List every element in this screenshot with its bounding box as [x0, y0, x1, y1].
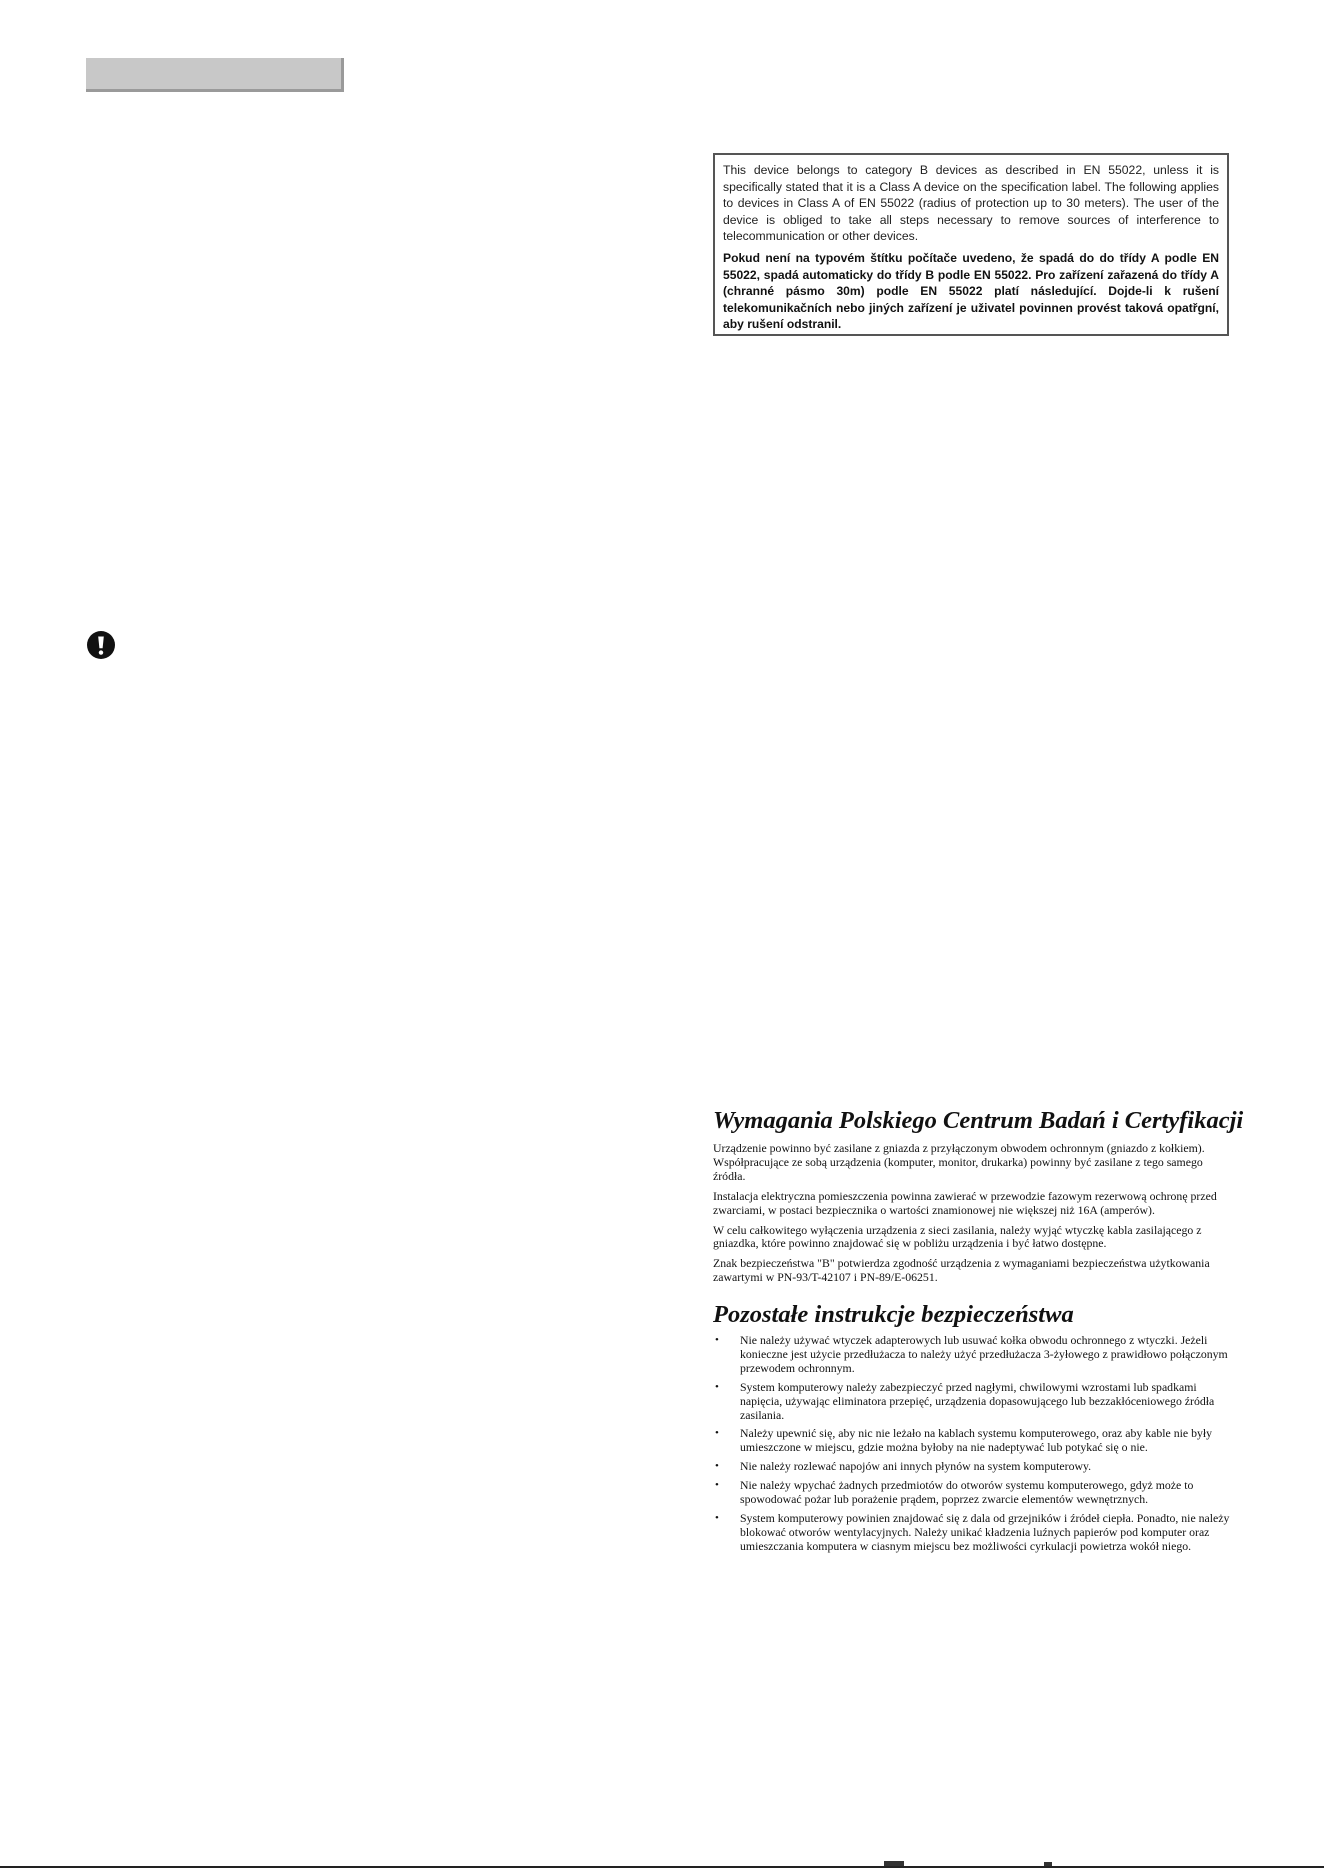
list-item: [713, 1460, 1233, 1474]
list-item: [713, 1381, 1233, 1423]
emc-notice-czech: Pokud není na typovém štítku počítače uvedeno, že spadá do do třídy A podle EN 55022, spadá automaticky do třídy B podle EN 55022. Pro zařízení zařazená do třídy A (chranné pásmo 30m) podle EN 55022 platí následující. Dojde-li k rušení telekomunikačních nebo jiných zařízení je uživatel povinnen provést taková opatřgní, aby rušení odstranil.: [723, 250, 1219, 332]
bullet-icon: •: [715, 1511, 719, 1524]
emc-notice-box: [713, 153, 1229, 336]
pcbc-paragraph: Urządzenie powinno być zasilane z gniazda z przyłączonym obwodem ochronnym (gniazdo z kołkiem). Współpracujące ze sobą urządzenia (komputer, monitor, drukarka) powinny być zasilane z tego samego źródła.: [713, 1141, 1205, 1183]
footer-rule: [0, 1866, 1324, 1868]
list-item: [713, 1512, 1233, 1554]
safety-instructions-section: [713, 1300, 1233, 1559]
pcbc-title: Wymagania Polskiego Centrum Badań i Certyfikacji: [713, 1107, 1244, 1134]
pcbc-paragraph: Znak bezpieczeństwa "B" potwierdza zgodność urządzenia z wymaganiami bezpieczeństwa użytkowania zawartymi w PN-93/T-42107 i PN-89/E-06251.: [713, 1256, 1210, 1285]
section-header-bar: [86, 58, 344, 92]
safety-item-text: System komputerowy należy zabezpieczyć przed nagłymi, chwilowymi wzrostami lub spadkami napięcia, używając eliminatora przepięć, urządzenia dopasowującego lub bezzakłóceniowego źródła zasilania.: [740, 1379, 1215, 1422]
safety-item-text: Należy upewnić się, aby nic nie leżało na kablach systemu komputerowego, oraz aby kable nie były umieszczone w miejscu, gdzie można byłoby na nie nadeptywać lub potykać się o nie.: [740, 1426, 1213, 1455]
safety-item-text: System komputerowy powinien znajdować się z dala od grzejników i źródeł ciepła. Ponadto, nie należy blokować otworów wentylacyjnych. Należy unikać kładzenia luźnych papierów pod komputer oraz umieszczania komputera w ciasnym miejscu bez możliwości cyrkulacji powietrza wokół niego.: [740, 1510, 1230, 1553]
pcbc-paragraph: W celu całkowitego wyłączenia urządzenia z sieci zasilania, należy wyjąć wtyczkę kabla zasilającego z gniazdka, które powinno znajdować się w pobliżu urządzenia i być łatwo dostępne.: [713, 1222, 1202, 1251]
footer-logo-fragment: [884, 1860, 1064, 1866]
emc-notice-english: This device belongs to category B devices as described in EN 55022, unless it is specifically stated that it is a Class A device on the specification label. The following applies to devices in Class A of EN 55022 (radius of protection up to 30 meters). The user of the device is obliged to take all steps necessary to remove sources of interference to telecommunication or other devices.: [723, 163, 1219, 244]
list-item: [713, 1334, 1233, 1376]
safety-item-text: Nie należy używać wtyczek adapterowych lub usuwać kołka obwodu ochronnego z wtyczki. Jeżeli konieczne jest użycie przedłużacza to należy użyć przedłużacza 3-żyłowego z prawidłowo połączonym przewodem ochronnym.: [740, 1333, 1228, 1375]
bullet-icon: •: [715, 1427, 719, 1440]
bullet-icon: •: [715, 1380, 719, 1393]
exclamation-warning-icon: [86, 630, 116, 660]
safety-list: [713, 1334, 1233, 1554]
bullet-icon: •: [715, 1460, 719, 1473]
bullet-icon: •: [715, 1479, 719, 1492]
pcbc-paragraph: Instalacja elektryczna pomieszczenia powinna zawierać w przewodzie fazowym rezerwową ochronę przed zwarciami, w postaci bezpiecznika o wartości znamionowej nie większej niż 16A (amperów).: [713, 1188, 1217, 1217]
safety-item-text: Nie należy wpychać żadnych przedmiotów do otworów systemu komputerowego, gdyż może to spowodować pożar lub porażenie prądem, poprzez zwarcie elementów wewnętrznych.: [740, 1478, 1194, 1507]
safety-item-text: Nie należy rozlewać napojów ani innych płynów na system komputerowy.: [740, 1459, 1092, 1474]
list-item: [713, 1427, 1233, 1455]
safety-title: Pozostałe instrukcje bezpieczeństwa: [713, 1301, 1074, 1328]
bullet-icon: •: [715, 1334, 719, 1346]
pcbc-requirements-section: [713, 1106, 1244, 1285]
list-item: [713, 1479, 1233, 1507]
